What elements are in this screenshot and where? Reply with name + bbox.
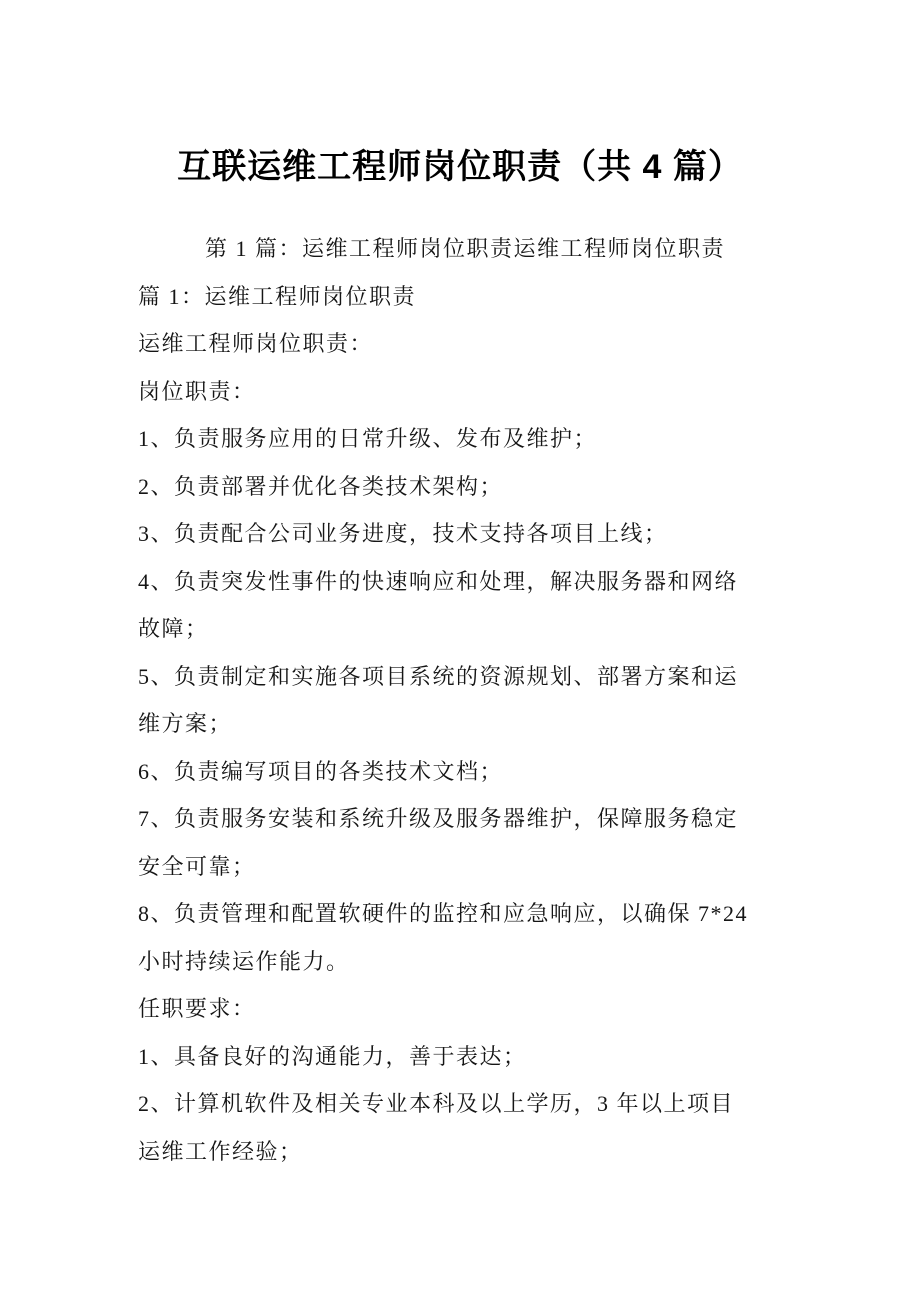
paragraph-line: 5、负责制定和实施各项目系统的资源规划、部署方案和运 [138, 663, 739, 689]
paragraph-line: 6、负责编写项目的各类技术文档； [138, 758, 504, 784]
paragraph-line: 运维工程师岗位职责： [138, 331, 374, 356]
paragraph-line: 8、负责管理和配置软硬件的监控和应急响应，以确保 7*24 [138, 901, 749, 926]
paragraph-line: 故障； [138, 616, 209, 641]
paragraph-line: 1、负责服务应用的日常升级、发布及维护； [138, 426, 598, 451]
paragraph-line: 7、负责服务安装和系统升级及服务器维护，保障服务稳定 [138, 806, 739, 831]
document-body [138, 225, 780, 1175]
paragraph-line: 运维工作经验； [138, 1138, 303, 1164]
paragraph-line: 小时持续运作能力。 [138, 948, 350, 974]
paragraph-line: 篇 1：运维工程师岗位职责 [138, 283, 417, 309]
paragraph-line: 3、负责配合公司业务进度，技术支持各项目上线； [138, 521, 668, 546]
paragraph-line: 2、计算机软件及相关专业本科及以上学历，3 年以上项目 [138, 1091, 735, 1116]
paragraph-line: 任职要求： [138, 996, 256, 1021]
paragraph-line: 4、负责突发性事件的快速响应和处理，解决服务器和网络 [138, 568, 739, 594]
paragraph-line: 1、具备良好的沟通能力，善于表达； [138, 1043, 527, 1069]
paragraph-line: 维方案； [138, 711, 233, 736]
paragraph-line: 安全可靠； [138, 853, 256, 879]
paragraph-line: 2、负责部署并优化各类技术架构； [138, 473, 504, 499]
paragraph-line: 第 1 篇：运维工程师岗位职责运维工程师岗位职责 [205, 236, 726, 261]
document-title: 互联运维工程师岗位职责（共 4 篇） [177, 148, 743, 186]
paragraph-line: 岗位职责： [138, 378, 256, 404]
